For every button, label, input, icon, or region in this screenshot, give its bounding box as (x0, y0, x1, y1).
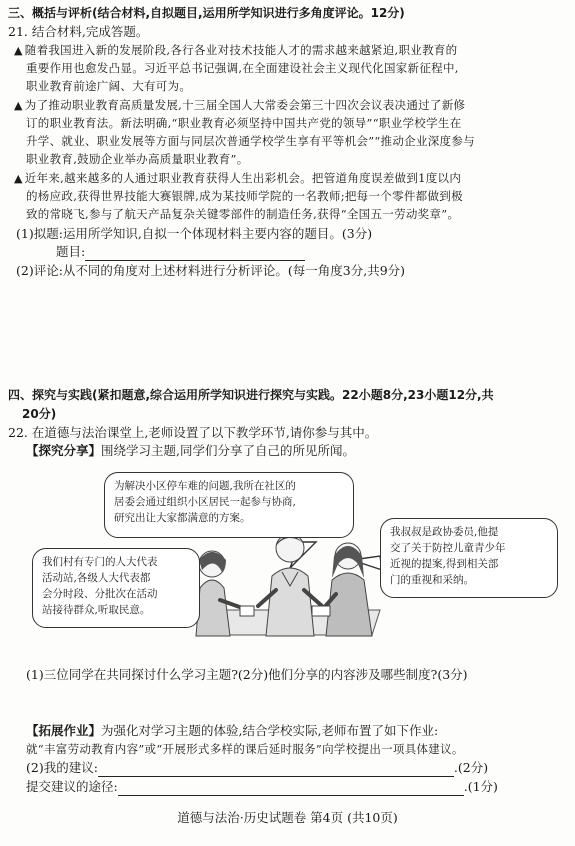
bubble-top-line-2: 居委会通过组织小区居民一起参与协商, (114, 496, 296, 508)
suggestion-score: .(2分) (453, 760, 489, 775)
homework-line-2: 就“丰富劳动教育内容”或“开展形式多样的课后延时服务”向学校提出一项具体建议。 (26, 742, 464, 756)
bubble-top-line-1: 为解决小区停车难的问题,我所在社区的 (114, 480, 296, 492)
material-2-text-1: 为了推动职业教育高质量发展,十三届全国人大常委会第三十四次会议表决通过了新修 (24, 98, 466, 112)
speech-bubble-top (104, 472, 354, 538)
material-2-line-1 (14, 96, 465, 115)
speech-bubble-right (380, 518, 558, 598)
title-answer-label: 题目: (56, 244, 86, 259)
triangle-bullet-icon: ▲ (14, 172, 23, 185)
section-4-title-line-2: 20分) (22, 407, 57, 421)
material-1-text-1: 随着我国进入新的发展阶段,各行各业对技术技能人才的需求越来越紧迫,职业教育的 (24, 43, 458, 57)
section-4-title-line-1: 四、探究与实践(紧扣题意,综合运用所学知识进行探究与实践。22小题8分,23小题12分,共 (8, 388, 494, 402)
boy-student-middle-figure (258, 534, 322, 636)
question-22-1: (1)三位同学在共同探讨什么学习主题?(2分)他们分享的内容涉及哪些制度?(3分) (26, 667, 468, 682)
bubble-right-line-2: 交了关于防控儿童青少年 (390, 542, 506, 554)
bubble-left-line-3: 会分时段、分批次在活动 (42, 588, 158, 600)
suggestion-row (26, 759, 488, 777)
bubble-left-line-2: 活动站,各级人大代表都 (42, 572, 151, 584)
question-21-2: (2)评论:从不同的角度对上述材料进行分析评论。(每一角度3分,共9分) (16, 263, 406, 278)
bubble-left-line-1: 我们村有专门的人大代表 (42, 556, 158, 568)
speech-bubble-left (32, 548, 200, 628)
material-2-line-3: 升学、就业、职业发展等方面与同层次普通学校学生享有平等机会”“推动企业深度参与 (26, 134, 475, 148)
title-answer-row (56, 243, 305, 261)
homework-line (26, 722, 438, 740)
material-3-line-2: 的杨应政,获得世界技能大赛银牌,成为某技师学院的一名教师;把每一个零件都做到极 (26, 189, 463, 203)
material-1-line-2: 重要作用也愈发凸显。习近平总书记强调,在全面建设社会主义现代化国家新征程中, (26, 61, 459, 75)
material-1-line-1 (14, 41, 457, 60)
share-text: 围绕学习主题,同学们分享了自己的所见所闻。 (101, 443, 355, 458)
triangle-bullet-icon: ▲ (14, 44, 23, 57)
share-tag: 【探究分享】 (26, 443, 102, 458)
route-label: 提交建议的途径: (26, 779, 118, 794)
homework-text: 为强化对学习主题的体验,结合学校实际,老师布置了如下作业: (101, 723, 439, 738)
material-3-text-1: 近年来,越来越多的人通过职业教育获得人生出彩机会。把管道角度误差做到1度以内 (24, 171, 462, 185)
material-3-line-1 (14, 169, 461, 188)
material-1-line-3: 职业教育前途广阔、大有可为。 (26, 79, 192, 93)
bubble-left-line-4: 站接待群众,听取民意。 (42, 604, 151, 616)
page-footer: 道德与法治·历史试题卷 第4页 (共10页) (177, 810, 398, 825)
bubble-top-line-3: 研究出让大家都满意的方案。 (114, 512, 251, 524)
material-2-line-2: 订的职业教育法。新法明确,“职业教育必须坚持中国共产党的领导”“职业学校学生在 (26, 116, 462, 130)
route-row (26, 778, 498, 796)
title-answer-blank[interactable] (85, 246, 305, 261)
triangle-bullet-icon: ▲ (14, 99, 23, 112)
suggestion-label: (2)我的建议: (26, 760, 98, 775)
route-blank[interactable] (118, 781, 464, 796)
share-line (26, 442, 355, 460)
question-22-stem: 22. 在道德与法治课堂上,老师设置了以下教学环节,请你参与其中。 (8, 425, 378, 440)
bubble-right-line-4: 门的重视和采纳。 (390, 574, 474, 586)
route-score: .(1分) (463, 779, 498, 794)
section-3-title: 三、概括与评析(结合材料,自拟题目,运用所学知识进行多角度评论。12分) (8, 6, 405, 20)
question-21-stem: 21. 结合材料,完成答题。 (8, 24, 149, 39)
material-2-line-4: 职业教育,鼓励企业举办高质量职业教育”。 (26, 152, 249, 166)
material-3-line-3: 致的常晓飞,参与了航天产品复杂关键零部件的制造任务,获得“全国五一劳动奖章”。 (26, 207, 460, 221)
question-21-1: (1)拟题:运用所学知识,自拟一个体现材料主要内容的题目。(3分) (16, 226, 373, 241)
bubble-right-line-3: 近视的提案,得到相关部 (390, 558, 499, 570)
suggestion-blank[interactable] (98, 762, 454, 777)
homework-tag: 【拓展作业】 (26, 723, 102, 738)
bubble-right-line-1: 我叔叔是政协委员,他提 (390, 526, 499, 538)
